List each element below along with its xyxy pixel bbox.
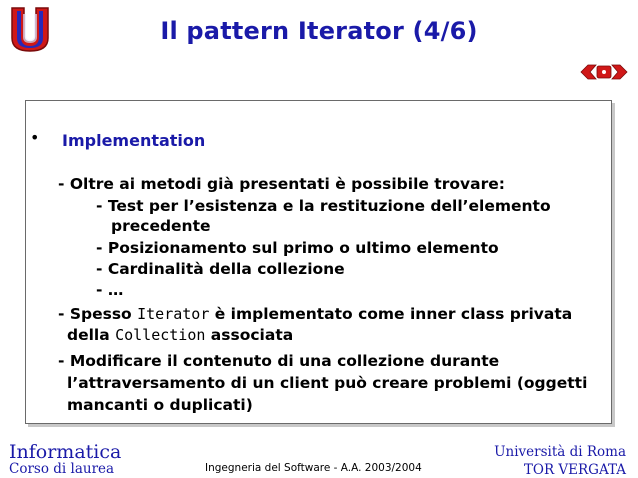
text-line-3: precedente (111, 217, 211, 235)
footer-university: Università di Roma (494, 444, 626, 460)
code-collection: Collection (115, 326, 206, 344)
text-line-8-pre: della (67, 326, 116, 344)
text-line-6: - … (96, 281, 124, 299)
text-line-8 (67, 326, 293, 344)
section-heading: Implementation (62, 131, 206, 150)
text-line-9: - Modificare il contenuto di una collezione durante (58, 352, 500, 370)
footer-course-info: Ingegneria del Software - A.A. 2003/2004 (205, 462, 422, 474)
bullet-marker: • (30, 128, 40, 147)
code-iterator: Iterator (137, 305, 210, 323)
text-line-7-pre: - Spesso (58, 305, 138, 323)
text-line-2: - Test per l’esistenza e la restituzione dell’elemento (96, 197, 551, 215)
text-line-7-post: è implementato come inner class privata (209, 305, 573, 323)
footer-corso-di-laurea: Corso di laurea (9, 461, 115, 477)
text-line-5: - Cardinalità della collezione (96, 260, 345, 278)
slide-title: Il pattern Iterator (4/6) (160, 17, 478, 45)
navigation-arrows-icon[interactable] (580, 64, 628, 80)
text-line-4: - Posizionamento sul primo o ultimo elemento (96, 239, 499, 257)
text-line-7 (58, 305, 572, 323)
text-line-11: mancanti o duplicati) (67, 396, 253, 414)
text-line-10: l’attraversamento di un client può creare problemi (oggetti (67, 374, 588, 392)
text-line-8-post: associata (205, 326, 294, 344)
footer-informatica: Informatica (9, 441, 122, 463)
footer-tor-vergata: TOR VERGATA (523, 462, 626, 478)
text-line-1: - Oltre ai metodi già presentati è possibile trovare: (58, 175, 505, 193)
